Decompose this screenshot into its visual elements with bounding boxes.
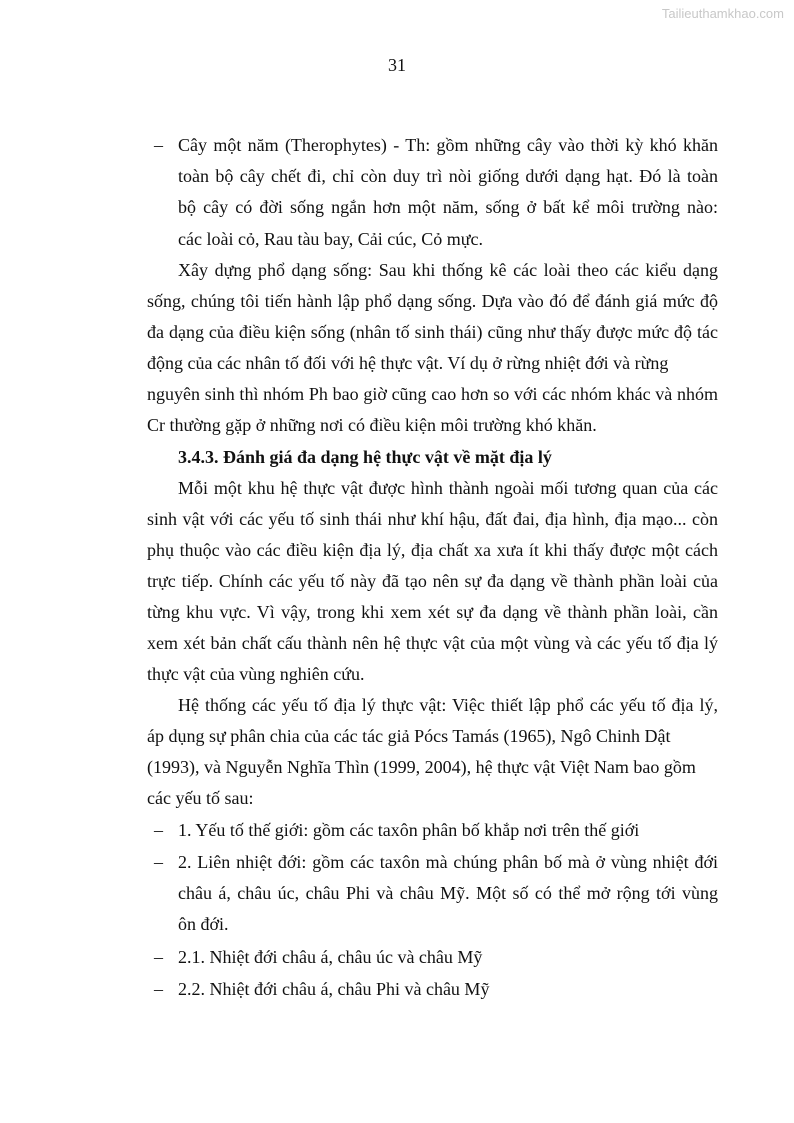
bullet-dash: –: [154, 820, 163, 840]
text-line: Mỗi một khu hệ thực vật được hình thành ngoài mối tương quan của các: [178, 478, 718, 498]
text-line: phụ thuộc vào các điều kiện địa lý, địa chất xa xưa ít khi thấy được một cách: [147, 540, 718, 560]
text-line: đa dạng của điều kiện sống (nhân tố sinh thái) cũng như thấy được mức độ tác: [147, 322, 718, 342]
text-line: 2.2. Nhiệt đới châu á, châu Phi và châu Mỹ: [178, 979, 490, 999]
text-line: động của các nhân tố đối với hệ thực vật. Ví dụ ở rừng nhiệt đới và rừng: [147, 353, 669, 373]
text-line: sống, chúng tôi tiến hành lập phổ dạng sống. Dựa vào đó để đánh giá mức độ: [147, 291, 718, 311]
text-line: thực vật của vùng nghiên cứu.: [147, 664, 365, 684]
text-line: từng khu vực. Vì vậy, trong khi xem xét sự đa dạng về thành phần loài, cần: [147, 602, 718, 622]
text-line: các yếu tố sau:: [147, 788, 254, 808]
text-line: sinh vật với các yếu tố sinh thái như khí hậu, đất đai, địa hình, địa mạo... còn: [147, 509, 718, 529]
bullet-dash: –: [154, 852, 163, 872]
bullet-dash: –: [154, 979, 163, 999]
text-line: bộ cây có đời sống ngắn hơn một năm, sống ở bất kể môi trường nào:: [178, 197, 718, 217]
text-line: trực tiếp. Chính các yếu tố này đã tạo nên sự đa dạng về thành phần loài của: [147, 571, 718, 591]
text-line: 2. Liên nhiệt đới: gồm các taxôn mà chúng phân bố mà ở vùng nhiệt đới: [178, 852, 718, 872]
bullet-dash: –: [154, 947, 163, 967]
page-number: 31: [388, 55, 406, 75]
text-line: Hệ thống các yếu tố địa lý thực vật: Việc thiết lập phổ các yếu tố địa lý,: [178, 695, 718, 715]
text-line: 1. Yếu tố thế giới: gồm các taxôn phân bố khắp nơi trên thế giới: [178, 820, 640, 840]
text-line: châu á, châu úc, châu Phi và châu Mỹ. Một số có thể mở rộng tới vùng: [178, 883, 718, 903]
text-line: Cr thường gặp ở những nơi có điều kiện môi trường khó khăn.: [147, 415, 597, 435]
text-line: toàn bộ cây chết đi, chỉ còn duy trì nòi giống dưới dạng hạt. Đó là toàn: [178, 166, 718, 186]
section-heading: 3.4.3. Đánh giá đa dạng hệ thực vật về mặt địa lý: [178, 447, 552, 467]
watermark: Tailieuthamkhao.com: [661, 6, 784, 21]
text-line: áp dụng sự phân chia của các tác giả Pócs Tamás (1965), Ngô Chinh Dật: [147, 726, 671, 746]
text-line: nguyên sinh thì nhóm Ph bao giờ cũng cao hơn so với các nhóm khác và nhóm: [147, 384, 718, 404]
text-line: (1993), và Nguyễn Nghĩa Thìn (1999, 2004), hệ thực vật Việt Nam bao gồm: [147, 757, 696, 777]
text-line: các loài cỏ, Rau tàu bay, Cải cúc, Cỏ mực.: [178, 229, 483, 249]
text-line: xem xét bản chất cấu thành nên hệ thực vật của một vùng và các yếu tố địa lý: [147, 633, 718, 653]
text-line: ôn đới.: [178, 914, 229, 934]
bullet-dash: –: [154, 135, 163, 155]
text-line: 2.1. Nhiệt đới châu á, châu úc và châu Mỹ: [178, 947, 483, 967]
text-line: Cây một năm (Therophytes) - Th: gồm những cây vào thời kỳ khó khăn: [178, 135, 718, 155]
text-line: Xây dựng phổ dạng sống: Sau khi thống kê các loài theo các kiểu dạng: [178, 260, 718, 280]
